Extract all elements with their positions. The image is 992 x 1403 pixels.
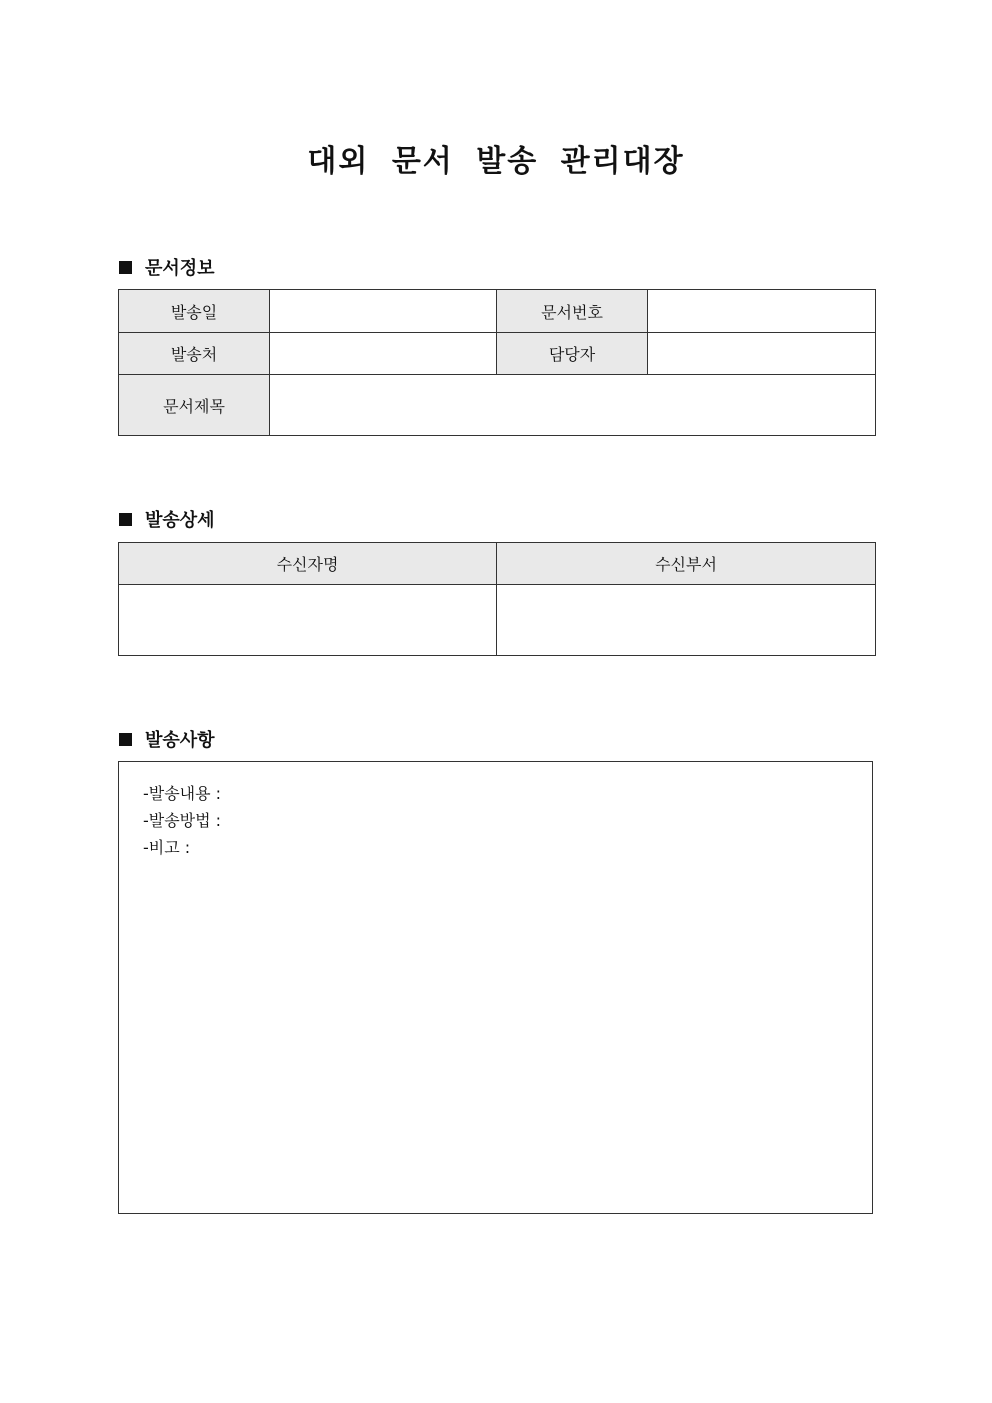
remarks-line: -비고 : <box>143 838 191 857</box>
table-row <box>119 375 876 436</box>
send-method-line: -발송방법 : <box>143 811 222 830</box>
doc-title-field[interactable] <box>270 375 876 436</box>
table-row <box>119 585 876 656</box>
section-heading-text: 발송사항 <box>145 730 215 751</box>
doc-number-field[interactable] <box>648 290 876 333</box>
recipient-org-field[interactable] <box>270 333 497 375</box>
send-detail-table <box>118 542 876 656</box>
section-heading-doc-info <box>119 254 215 280</box>
manager-label: 담당자 <box>497 333 648 375</box>
recipient-org-label: 발송처 <box>119 333 270 375</box>
section-heading-text: 문서정보 <box>145 258 215 279</box>
doc-number-label: 문서번호 <box>497 290 648 333</box>
receiver-name-field[interactable] <box>119 585 497 656</box>
table-row <box>119 290 876 333</box>
manager-field[interactable] <box>648 333 876 375</box>
receiver-dept-field[interactable] <box>497 585 876 656</box>
section-heading-send-items <box>119 726 215 752</box>
send-date-label: 발송일 <box>119 290 270 333</box>
section-heading-send-detail <box>119 506 215 532</box>
send-items-box[interactable] <box>118 761 873 1214</box>
square-bullet-icon <box>119 733 132 746</box>
receiver-dept-header: 수신부서 <box>497 543 876 585</box>
page-title: 대외 문서 발송 관리대장 <box>307 144 685 179</box>
table-header-row <box>119 543 876 585</box>
doc-info-table <box>118 289 876 436</box>
table-row <box>119 333 876 375</box>
send-content-line: -발송내용 : <box>143 784 222 803</box>
send-date-field[interactable] <box>270 290 497 333</box>
square-bullet-icon <box>119 513 132 526</box>
square-bullet-icon <box>119 261 132 274</box>
receiver-name-header: 수신자명 <box>119 543 497 585</box>
doc-title-label: 문서제목 <box>119 375 270 436</box>
section-heading-text: 발송상세 <box>145 510 215 531</box>
